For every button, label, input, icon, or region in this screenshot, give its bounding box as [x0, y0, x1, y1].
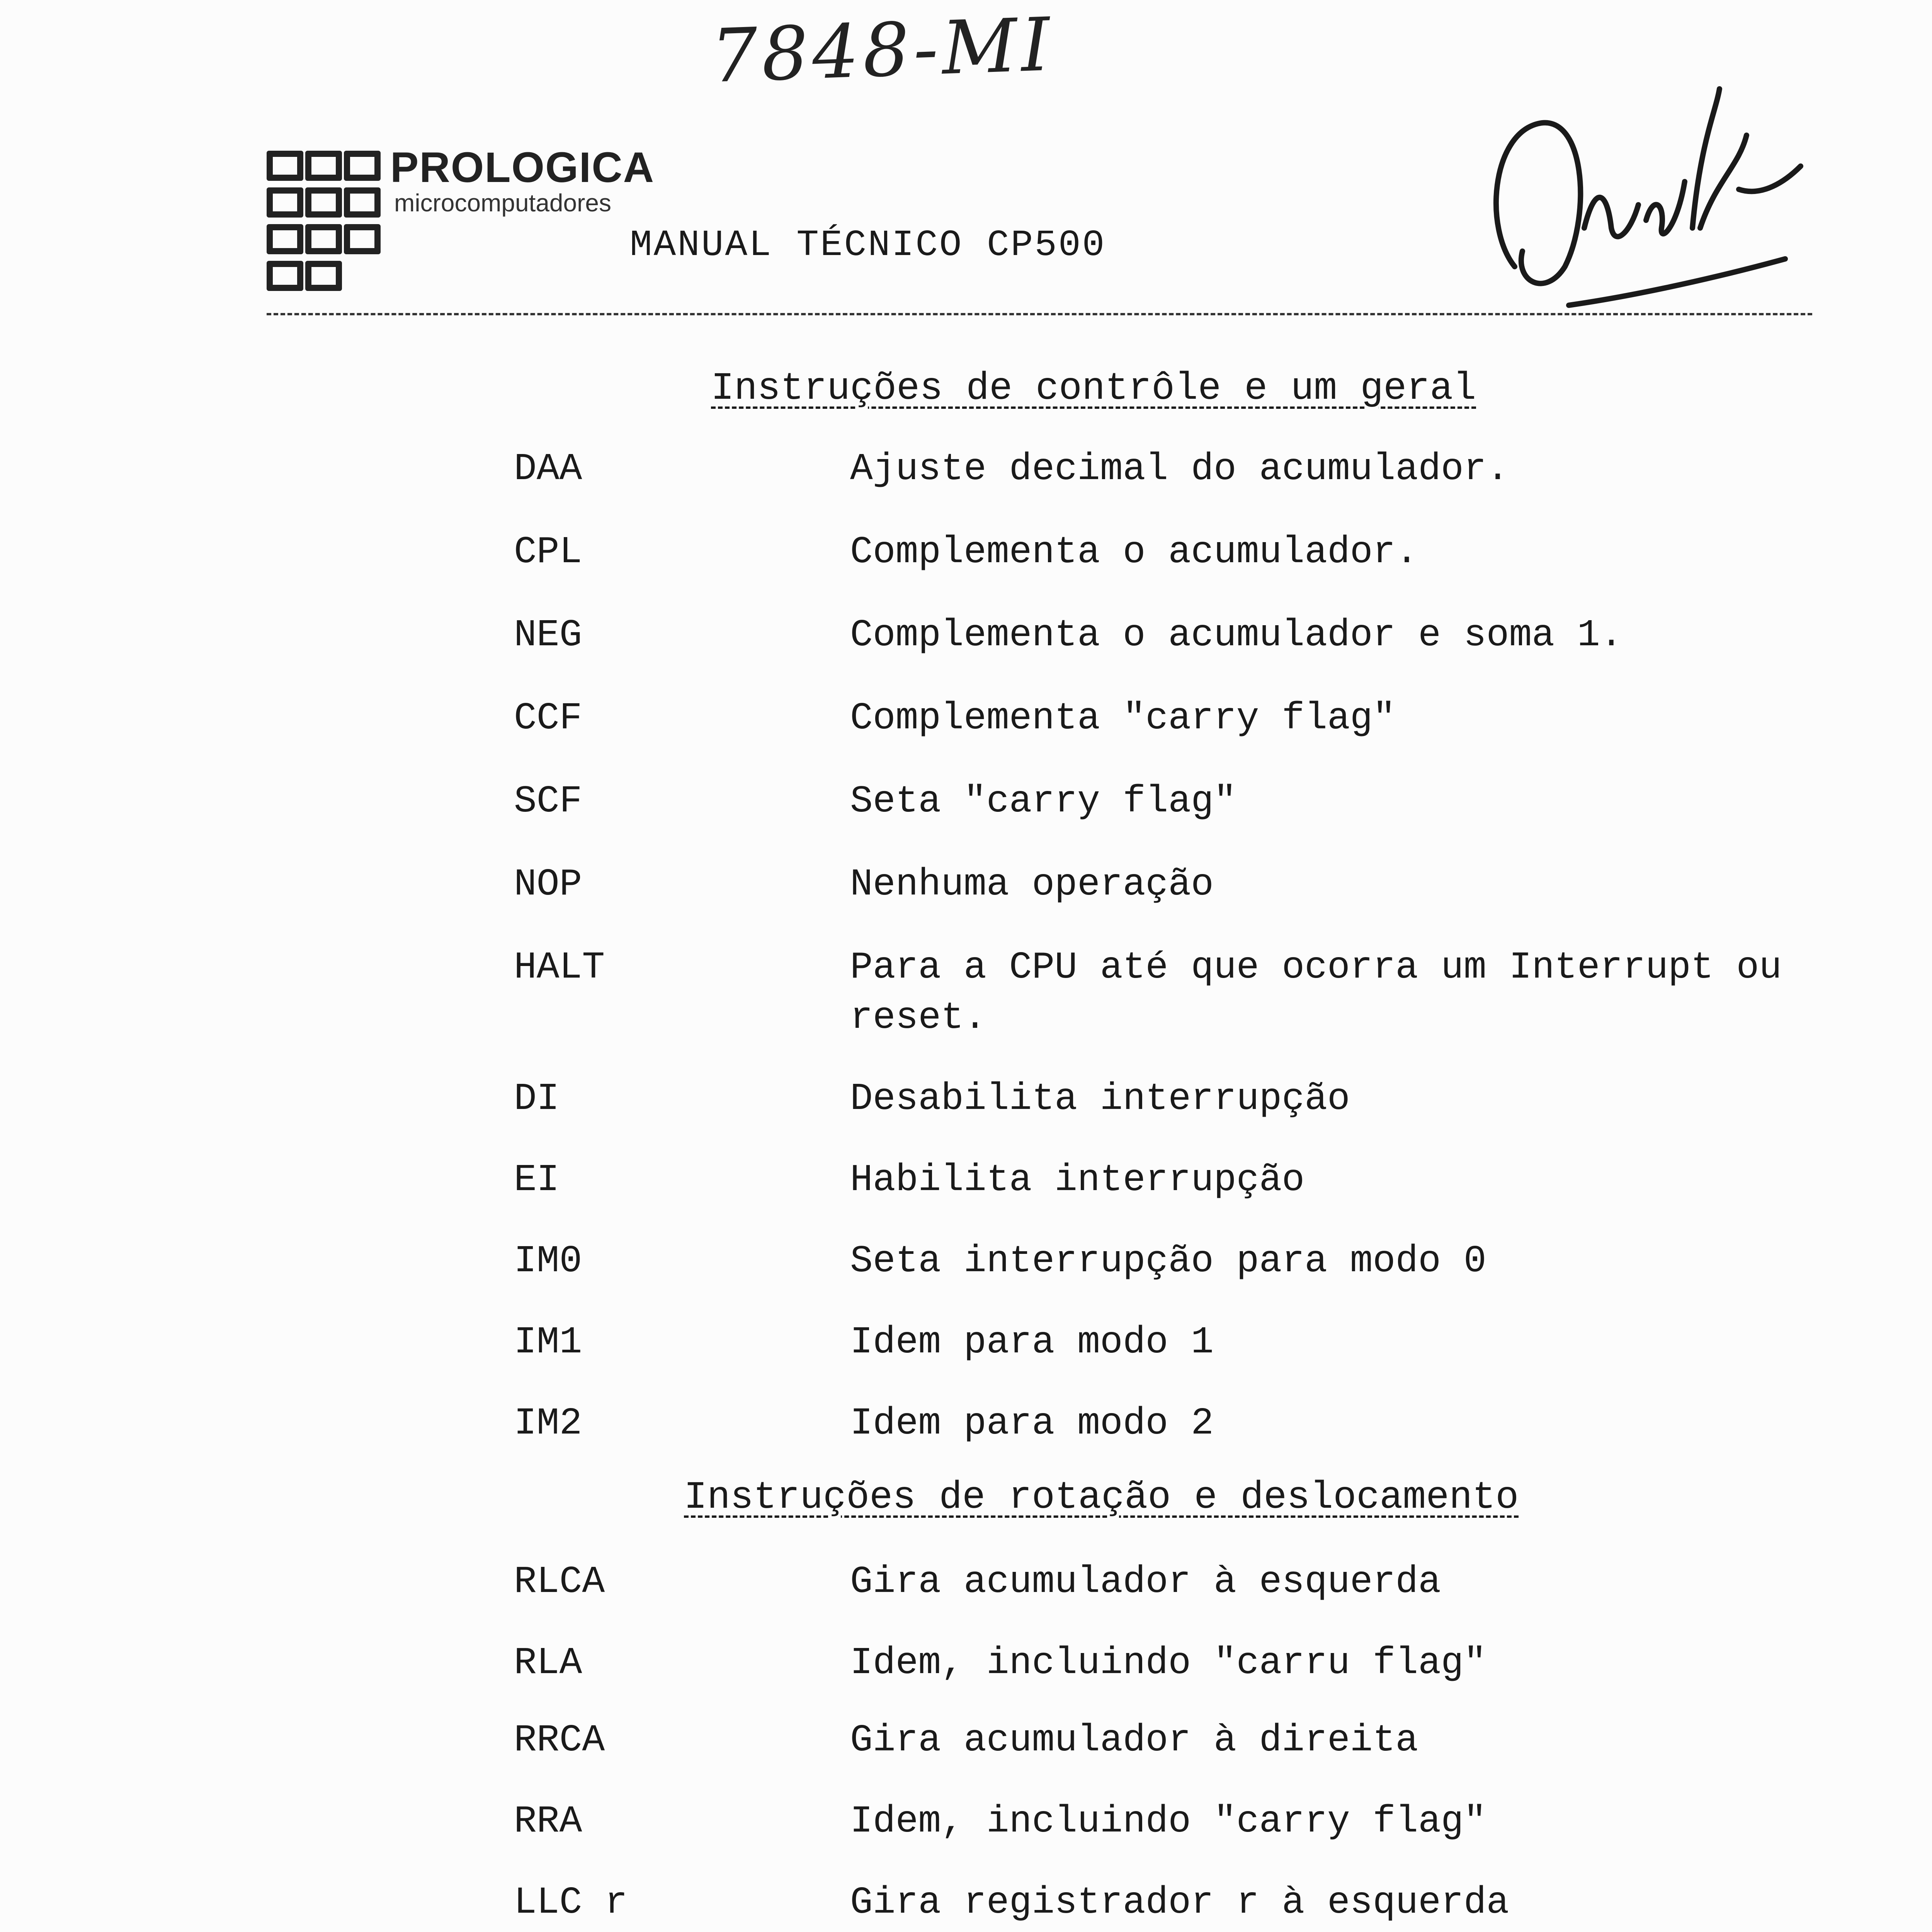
- logo-subtitle: microcomputadores: [394, 189, 611, 217]
- description: Desabilita interrupção: [850, 1078, 1350, 1121]
- mnemonic: HALT: [514, 946, 605, 989]
- description: Idem para modo 2: [850, 1402, 1214, 1445]
- description: Idem para modo 1: [850, 1321, 1214, 1364]
- section-heading-control: Instruções de contrôle e um geral: [711, 367, 1476, 411]
- description: Para a CPU até que ocorra um Interrupt ou reset.: [850, 946, 1805, 1039]
- description: Complementa o acumulador.: [850, 531, 1418, 574]
- mnemonic: NEG: [514, 614, 582, 657]
- mnemonic: LLC r: [514, 1881, 628, 1924]
- logo-name: PROLOGICA: [390, 144, 655, 191]
- description: Habilita interrupção: [850, 1159, 1305, 1202]
- description: Gira acumulador à esquerda: [850, 1561, 1441, 1604]
- page-title: MANUAL TÉCNICO CP500: [630, 224, 1106, 266]
- description: Ajuste decimal do acumulador.: [850, 448, 1509, 491]
- mnemonic: DI: [514, 1078, 560, 1121]
- description: Complementa o acumulador e soma 1.: [850, 614, 1623, 657]
- description: Idem, incluindo "carru flag": [850, 1642, 1486, 1685]
- mnemonic: IM2: [514, 1402, 582, 1445]
- description: Gira registrador r à esquerda: [850, 1881, 1509, 1924]
- description: Gira acumulador à direita: [850, 1719, 1418, 1762]
- mnemonic: NOP: [514, 863, 582, 906]
- description: Seta interrupção para modo 0: [850, 1240, 1486, 1283]
- description: Complementa "carry flag": [850, 697, 1396, 740]
- mnemonic: CCF: [514, 697, 582, 740]
- mnemonic: RRCA: [514, 1719, 605, 1762]
- mnemonic: CPL: [514, 531, 582, 574]
- handwritten-catalog-number: 7848-MI: [709, 2, 1055, 99]
- mnemonic: IM0: [514, 1240, 582, 1283]
- mnemonic: RLCA: [514, 1561, 605, 1604]
- description: Idem, incluindo "carry flag": [850, 1800, 1486, 1843]
- description: Nenhuma operação: [850, 863, 1214, 906]
- header-divider: [267, 313, 1812, 315]
- spiral-binding-icon: [1917, 0, 1932, 1932]
- mnemonic: DAA: [514, 448, 582, 491]
- mnemonic: RRA: [514, 1800, 582, 1843]
- mnemonic: RLA: [514, 1642, 582, 1685]
- mnemonic: IM1: [514, 1321, 582, 1364]
- handwritten-signature: [1468, 66, 1816, 313]
- mnemonic: SCF: [514, 780, 582, 823]
- mnemonic: EI: [514, 1159, 560, 1202]
- section-heading-rotation: Instruções de rotação e deslocamento: [684, 1476, 1519, 1520]
- description: Seta "carry flag": [850, 780, 1236, 823]
